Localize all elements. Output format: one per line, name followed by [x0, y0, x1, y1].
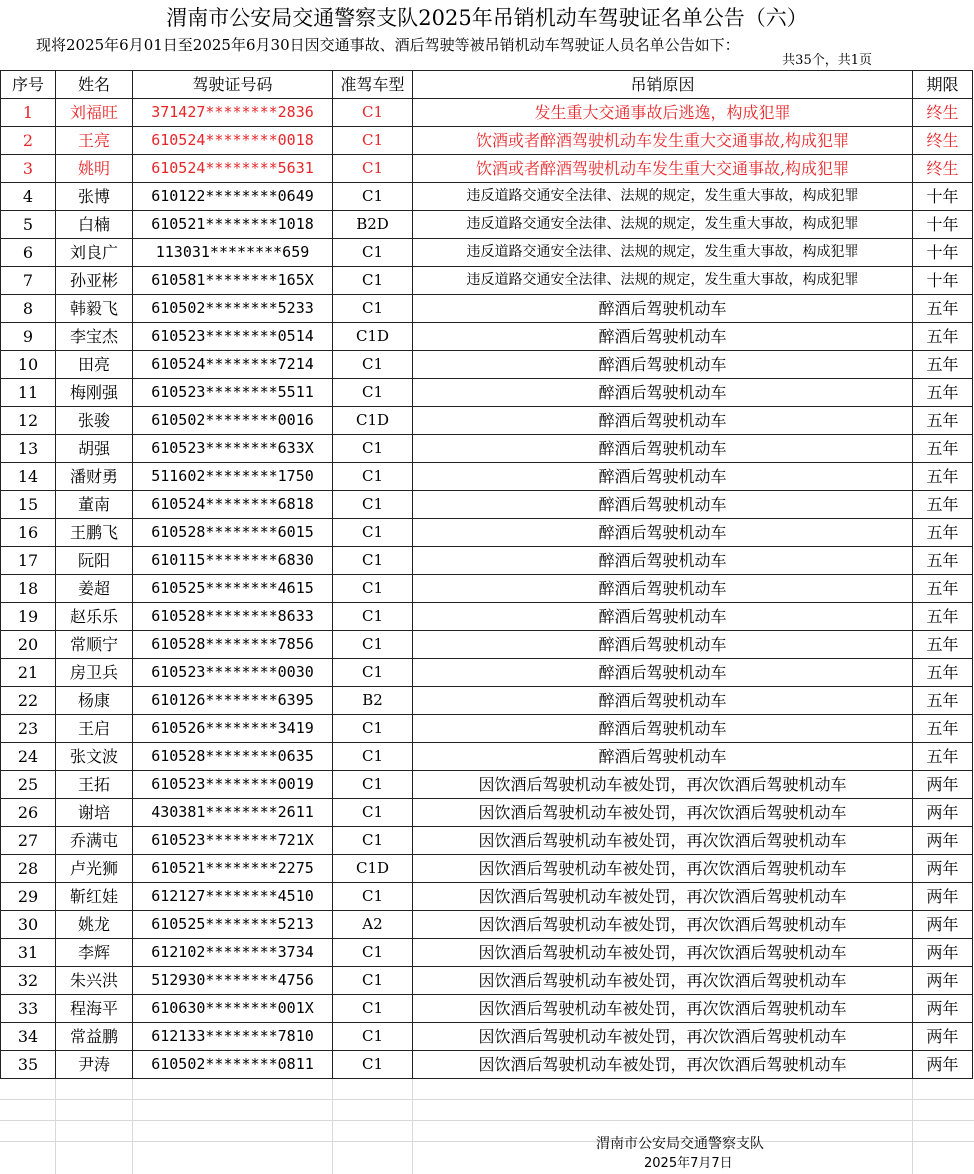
cell-class: C1 [333, 155, 413, 183]
cell-reason: 发生重大交通事故后逃逸，构成犯罪 [413, 99, 913, 127]
cell-term: 终生 [913, 127, 973, 155]
cell-term: 五年 [913, 351, 973, 379]
table-row [1, 771, 973, 799]
cell-term: 十年 [913, 211, 973, 239]
cell-name: 刘良广 [56, 239, 133, 267]
cell-reason: 醉酒后驾驶机动车 [413, 295, 913, 323]
grid-line [412, 1079, 413, 1174]
cell-no: 11 [1, 379, 56, 407]
cell-license: 113031********659 [133, 239, 333, 267]
cell-term: 五年 [913, 659, 973, 687]
record-count: 共35个，共1页 [782, 53, 872, 68]
cell-license: 610502********0016 [133, 407, 333, 435]
cell-name: 韩毅飞 [56, 295, 133, 323]
cell-term: 五年 [913, 743, 973, 771]
table-row [1, 519, 973, 547]
cell-license: 610526********3419 [133, 715, 333, 743]
cell-term: 终生 [913, 155, 973, 183]
cell-no: 25 [1, 771, 56, 799]
cell-term: 两年 [913, 1023, 973, 1051]
cell-license: 610115********6830 [133, 547, 333, 575]
cell-license: 610521********2275 [133, 855, 333, 883]
table-row [1, 967, 973, 995]
cell-license: 610528********0635 [133, 743, 333, 771]
issuing-authority: 渭南市公安局交通警察支队 [596, 1136, 764, 1152]
cell-reason: 醉酒后驾驶机动车 [413, 407, 913, 435]
cell-name: 潘财勇 [56, 463, 133, 491]
table-row [1, 827, 973, 855]
cell-term: 十年 [913, 239, 973, 267]
cell-term: 五年 [913, 687, 973, 715]
cell-license: 610523********0514 [133, 323, 333, 351]
cell-term: 五年 [913, 295, 973, 323]
table-row [1, 351, 973, 379]
cell-name: 谢培 [56, 799, 133, 827]
page-title: 渭南市公安局交通警察支队2025年吊销机动车驾驶证名单公告（六） [166, 6, 808, 30]
cell-class: C1 [333, 603, 413, 631]
cell-license: 610122********0649 [133, 183, 333, 211]
cell-class: C1 [333, 99, 413, 127]
cell-class: C1 [333, 883, 413, 911]
table-row [1, 295, 973, 323]
cell-class: B2 [333, 687, 413, 715]
header-cell-name: 姓名 [56, 71, 133, 99]
table-row [1, 463, 973, 491]
cell-license: 610528********7856 [133, 631, 333, 659]
cell-name: 姚龙 [56, 911, 133, 939]
cell-term: 两年 [913, 995, 973, 1023]
cell-name: 王亮 [56, 127, 133, 155]
cell-reason: 违反道路交通安全法律、法规的规定，发生重大事故，构成犯罪 [413, 211, 913, 239]
cell-license: 612133********7810 [133, 1023, 333, 1051]
cell-class: C1 [333, 239, 413, 267]
cell-no: 2 [1, 127, 56, 155]
cell-class: C1 [333, 659, 413, 687]
table-row [1, 211, 973, 239]
cell-license: 610502********5233 [133, 295, 333, 323]
cell-term: 五年 [913, 631, 973, 659]
cell-license: 610523********633X [133, 435, 333, 463]
cell-name: 尹涛 [56, 1051, 133, 1079]
cell-reason: 醉酒后驾驶机动车 [413, 379, 913, 407]
cell-name: 胡强 [56, 435, 133, 463]
cell-name: 刘福旺 [56, 99, 133, 127]
cell-license: 430381********2611 [133, 799, 333, 827]
cell-term: 十年 [913, 267, 973, 295]
cell-reason: 醉酒后驾驶机动车 [413, 715, 913, 743]
cell-license: 610524********6818 [133, 491, 333, 519]
table-header-row [1, 71, 973, 99]
cell-reason: 饮酒或者醉酒驾驶机动车发生重大交通事故,构成犯罪 [413, 155, 913, 183]
cell-term: 五年 [913, 575, 973, 603]
cell-name: 李辉 [56, 939, 133, 967]
cell-license: 610502********0811 [133, 1051, 333, 1079]
cell-no: 15 [1, 491, 56, 519]
cell-no: 18 [1, 575, 56, 603]
cell-term: 五年 [913, 407, 973, 435]
cell-no: 23 [1, 715, 56, 743]
table-row [1, 99, 973, 127]
cell-term: 两年 [913, 939, 973, 967]
cell-reason: 醉酒后驾驶机动车 [413, 519, 913, 547]
cell-name: 张博 [56, 183, 133, 211]
cell-reason: 醉酒后驾驶机动车 [413, 547, 913, 575]
cell-no: 4 [1, 183, 56, 211]
cell-term: 五年 [913, 323, 973, 351]
grid-line [132, 1079, 133, 1174]
cell-name: 张骏 [56, 407, 133, 435]
table-row [1, 267, 973, 295]
table-row [1, 547, 973, 575]
cell-name: 白楠 [56, 211, 133, 239]
cell-no: 14 [1, 463, 56, 491]
header-cell-term: 期限 [913, 71, 973, 99]
header-cell-reason: 吊销原因 [413, 71, 913, 99]
revocation-table [0, 70, 973, 1079]
cell-license: 371427********2836 [133, 99, 333, 127]
table-row [1, 183, 973, 211]
cell-no: 22 [1, 687, 56, 715]
cell-name: 常益鹏 [56, 1023, 133, 1051]
cell-name: 梅刚强 [56, 379, 133, 407]
cell-reason: 醉酒后驾驶机动车 [413, 631, 913, 659]
grid-line [55, 1079, 56, 1174]
cell-class: A2 [333, 911, 413, 939]
cell-name: 靳红娃 [56, 883, 133, 911]
cell-reason: 醉酒后驾驶机动车 [413, 323, 913, 351]
cell-license: 610528********6015 [133, 519, 333, 547]
cell-no: 16 [1, 519, 56, 547]
empty-row [0, 1121, 974, 1142]
cell-class: C1 [333, 491, 413, 519]
cell-term: 十年 [913, 183, 973, 211]
table-row [1, 855, 973, 883]
table-row [1, 659, 973, 687]
cell-class: C1 [333, 267, 413, 295]
table-row [1, 1051, 973, 1079]
cell-license: 610630********001X [133, 995, 333, 1023]
cell-no: 3 [1, 155, 56, 183]
cell-term: 五年 [913, 547, 973, 575]
cell-no: 12 [1, 407, 56, 435]
cell-no: 6 [1, 239, 56, 267]
cell-reason: 因饮酒后驾驶机动车被处罚，再次饮酒后驾驶机动车 [413, 771, 913, 799]
cell-term: 五年 [913, 379, 973, 407]
cell-license: 610521********1018 [133, 211, 333, 239]
cell-no: 9 [1, 323, 56, 351]
cell-name: 姜超 [56, 575, 133, 603]
cell-name: 孙亚彬 [56, 267, 133, 295]
table-row [1, 911, 973, 939]
table-row [1, 407, 973, 435]
cell-name: 李宝杰 [56, 323, 133, 351]
header-cell-no: 序号 [1, 71, 56, 99]
cell-term: 两年 [913, 855, 973, 883]
cell-license: 612102********3734 [133, 939, 333, 967]
cell-term: 两年 [913, 911, 973, 939]
cell-name: 张文波 [56, 743, 133, 771]
cell-license: 610126********6395 [133, 687, 333, 715]
cell-license: 610523********0030 [133, 659, 333, 687]
cell-reason: 因饮酒后驾驶机动车被处罚，再次饮酒后驾驶机动车 [413, 855, 913, 883]
cell-no: 34 [1, 1023, 56, 1051]
empty-row [0, 1100, 974, 1121]
cell-name: 姚明 [56, 155, 133, 183]
table-row [1, 1023, 973, 1051]
cell-name: 王鹏飞 [56, 519, 133, 547]
cell-reason: 醉酒后驾驶机动车 [413, 575, 913, 603]
grid-line [332, 1079, 333, 1174]
cell-no: 10 [1, 351, 56, 379]
cell-reason: 因饮酒后驾驶机动车被处罚，再次饮酒后驾驶机动车 [413, 1023, 913, 1051]
cell-license: 610525********5213 [133, 911, 333, 939]
cell-reason: 醉酒后驾驶机动车 [413, 743, 913, 771]
cell-reason: 醉酒后驾驶机动车 [413, 491, 913, 519]
cell-no: 27 [1, 827, 56, 855]
cell-reason: 违反道路交通安全法律、法规的规定，发生重大事故，构成犯罪 [413, 239, 913, 267]
cell-no: 1 [1, 99, 56, 127]
cell-reason: 醉酒后驾驶机动车 [413, 659, 913, 687]
cell-reason: 因饮酒后驾驶机动车被处罚，再次饮酒后驾驶机动车 [413, 827, 913, 855]
cell-no: 32 [1, 967, 56, 995]
cell-name: 田亮 [56, 351, 133, 379]
table-row [1, 239, 973, 267]
cell-reason: 醉酒后驾驶机动车 [413, 603, 913, 631]
cell-name: 卢光狮 [56, 855, 133, 883]
cell-no: 20 [1, 631, 56, 659]
cell-no: 7 [1, 267, 56, 295]
cell-license: 610525********4615 [133, 575, 333, 603]
cell-class: C1 [333, 967, 413, 995]
cell-class: C1 [333, 771, 413, 799]
cell-class: C1 [333, 183, 413, 211]
cell-no: 31 [1, 939, 56, 967]
announcement-intro: 现将2025年6月01日至2025年6月30日因交通事故、酒后驾驶等被吊销机动车驾驶证人员名单公告如下： [36, 36, 740, 54]
table-row [1, 127, 973, 155]
cell-class: C1 [333, 631, 413, 659]
cell-no: 29 [1, 883, 56, 911]
cell-class: C1 [333, 1023, 413, 1051]
table-row [1, 799, 973, 827]
cell-class: C1 [333, 995, 413, 1023]
cell-class: C1D [333, 323, 413, 351]
table-row [1, 743, 973, 771]
cell-reason: 醉酒后驾驶机动车 [413, 435, 913, 463]
cell-no: 26 [1, 799, 56, 827]
cell-name: 乔满屯 [56, 827, 133, 855]
cell-class: C1D [333, 407, 413, 435]
cell-no: 17 [1, 547, 56, 575]
cell-class: C1 [333, 519, 413, 547]
cell-license: 610524********7214 [133, 351, 333, 379]
cell-class: C1 [333, 379, 413, 407]
cell-term: 两年 [913, 1051, 973, 1079]
table-row [1, 687, 973, 715]
cell-license: 511602********1750 [133, 463, 333, 491]
cell-term: 五年 [913, 603, 973, 631]
cell-term: 五年 [913, 463, 973, 491]
cell-reason: 饮酒或者醉酒驾驶机动车发生重大交通事故,构成犯罪 [413, 127, 913, 155]
cell-license: 512930********4756 [133, 967, 333, 995]
cell-class: C1 [333, 547, 413, 575]
cell-term: 两年 [913, 799, 973, 827]
empty-grid-area [0, 1079, 974, 1142]
cell-license: 610581********165X [133, 267, 333, 295]
table-row [1, 603, 973, 631]
cell-reason: 违反道路交通安全法律、法规的规定，发生重大事故，构成犯罪 [413, 267, 913, 295]
cell-term: 两年 [913, 827, 973, 855]
header-cell-class: 准驾车型 [333, 71, 413, 99]
cell-no: 13 [1, 435, 56, 463]
cell-class: C1 [333, 575, 413, 603]
cell-name: 阮阳 [56, 547, 133, 575]
table-row [1, 323, 973, 351]
cell-name: 杨康 [56, 687, 133, 715]
cell-class: C1 [333, 463, 413, 491]
table-row [1, 715, 973, 743]
cell-name: 王拓 [56, 771, 133, 799]
cell-no: 28 [1, 855, 56, 883]
cell-class: C1 [333, 295, 413, 323]
cell-name: 房卫兵 [56, 659, 133, 687]
cell-term: 五年 [913, 519, 973, 547]
cell-name: 程海平 [56, 995, 133, 1023]
cell-no: 19 [1, 603, 56, 631]
cell-reason: 醉酒后驾驶机动车 [413, 351, 913, 379]
cell-reason: 醉酒后驾驶机动车 [413, 687, 913, 715]
cell-class: C1 [333, 939, 413, 967]
cell-term: 两年 [913, 883, 973, 911]
cell-class: C1 [333, 799, 413, 827]
cell-reason: 因饮酒后驾驶机动车被处罚，再次饮酒后驾驶机动车 [413, 799, 913, 827]
cell-reason: 醉酒后驾驶机动车 [413, 463, 913, 491]
table-row [1, 155, 973, 183]
cell-license: 610524********5631 [133, 155, 333, 183]
cell-term: 五年 [913, 491, 973, 519]
cell-name: 王启 [56, 715, 133, 743]
cell-no: 30 [1, 911, 56, 939]
cell-class: C1 [333, 435, 413, 463]
cell-name: 董南 [56, 491, 133, 519]
cell-term: 两年 [913, 771, 973, 799]
cell-class: C1 [333, 715, 413, 743]
cell-reason: 因饮酒后驾驶机动车被处罚，再次饮酒后驾驶机动车 [413, 939, 913, 967]
cell-class: C1 [333, 127, 413, 155]
table-row [1, 379, 973, 407]
cell-name: 常顺宁 [56, 631, 133, 659]
cell-term: 五年 [913, 715, 973, 743]
cell-license: 610524********0018 [133, 127, 333, 155]
table-row [1, 575, 973, 603]
cell-license: 612127********4510 [133, 883, 333, 911]
cell-no: 21 [1, 659, 56, 687]
table-row [1, 883, 973, 911]
cell-reason: 因饮酒后驾驶机动车被处罚，再次饮酒后驾驶机动车 [413, 883, 913, 911]
cell-class: C1D [333, 855, 413, 883]
cell-term: 五年 [913, 435, 973, 463]
cell-term: 两年 [913, 967, 973, 995]
table-row [1, 491, 973, 519]
cell-no: 33 [1, 995, 56, 1023]
grid-line [912, 1079, 913, 1174]
table-row [1, 435, 973, 463]
cell-class: C1 [333, 351, 413, 379]
empty-row [0, 1079, 974, 1100]
cell-license: 610523********721X [133, 827, 333, 855]
table-row [1, 631, 973, 659]
cell-reason: 因饮酒后驾驶机动车被处罚，再次饮酒后驾驶机动车 [413, 1051, 913, 1079]
cell-license: 610523********5511 [133, 379, 333, 407]
cell-reason: 因饮酒后驾驶机动车被处罚，再次饮酒后驾驶机动车 [413, 967, 913, 995]
cell-class: C1 [333, 743, 413, 771]
issue-date: 2025年7月7日 [644, 1156, 733, 1171]
cell-class: B2D [333, 211, 413, 239]
cell-license: 610523********0019 [133, 771, 333, 799]
table-body [1, 71, 973, 1079]
cell-reason: 违反道路交通安全法律、法规的规定，发生重大事故，构成犯罪 [413, 183, 913, 211]
cell-no: 35 [1, 1051, 56, 1079]
cell-name: 赵乐乐 [56, 603, 133, 631]
cell-no: 5 [1, 211, 56, 239]
cell-no: 24 [1, 743, 56, 771]
cell-reason: 因饮酒后驾驶机动车被处罚，再次饮酒后驾驶机动车 [413, 911, 913, 939]
table-row [1, 939, 973, 967]
cell-name: 朱兴洪 [56, 967, 133, 995]
cell-class: C1 [333, 1051, 413, 1079]
cell-reason: 因饮酒后驾驶机动车被处罚，再次饮酒后驾驶机动车 [413, 995, 913, 1023]
table-row [1, 995, 973, 1023]
header-cell-license: 驾驶证号码 [133, 71, 333, 99]
cell-license: 610528********8633 [133, 603, 333, 631]
cell-term: 终生 [913, 99, 973, 127]
cell-no: 8 [1, 295, 56, 323]
cell-class: C1 [333, 827, 413, 855]
